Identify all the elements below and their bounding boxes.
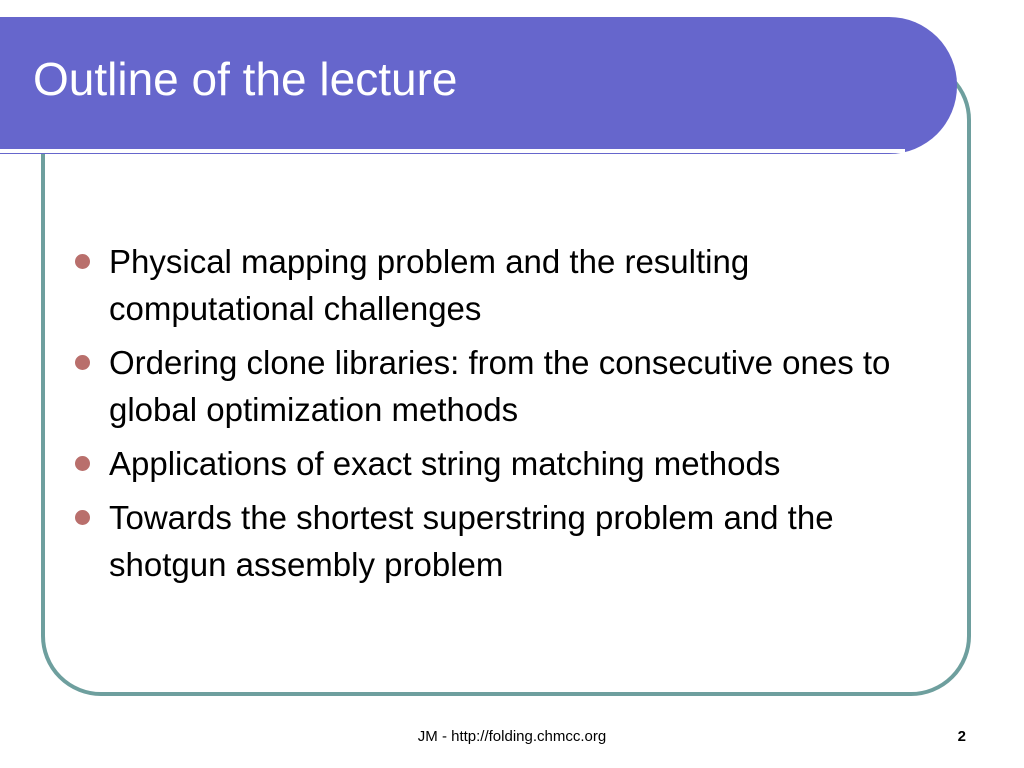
bullet-list	[72, 238, 912, 595]
bullet-text: Applications of exact string matching methods	[109, 445, 781, 482]
bullet-dot-icon	[75, 510, 90, 525]
slide-title: Outline of the lecture	[33, 53, 458, 105]
bullet-dot-icon	[75, 254, 90, 269]
bullet-text: Physical mapping problem and the resulting computational challenges	[109, 243, 750, 327]
bullet-dot-icon	[75, 456, 90, 471]
bullet-item	[72, 440, 912, 487]
footer-url: JM - http://folding.chmcc.org	[417, 728, 607, 745]
bullet-dot-icon	[75, 355, 90, 370]
page-number: 2	[957, 728, 966, 745]
bullet-item	[72, 339, 912, 433]
bullet-text: Towards the shortest superstring problem and the shotgun assembly problem	[109, 499, 834, 583]
bullet-item	[72, 494, 912, 588]
bullet-text: Ordering clone libraries: from the consecutive ones to global optimization methods	[109, 344, 891, 428]
title-underline	[0, 149, 905, 153]
bullet-item	[72, 238, 912, 332]
